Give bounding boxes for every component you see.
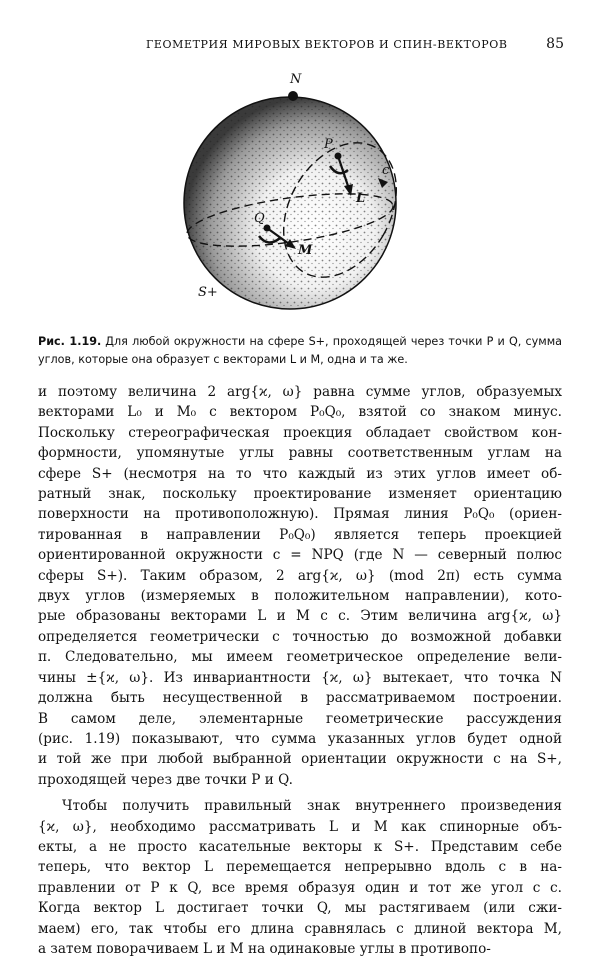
text-line: Поскольку стереографическая проекция обладает свойством кон-: [38, 424, 562, 441]
body-text: [38, 382, 562, 959]
label-c: c: [382, 163, 390, 178]
running-head: ГЕОМЕТРИЯ МИРОВЫХ ВЕКТОРОВ И СПИН-ВЕКТОРОВ: [146, 38, 508, 51]
sphere-figure: [160, 70, 440, 340]
text-line: сферы S+). Таким образом, 2 arg{ϰ, ω} (mod 2π) есть сумма: [38, 567, 562, 584]
caption-label: Рис. 1.19.: [38, 335, 102, 348]
label-L: L: [356, 191, 366, 206]
text-line: Чтобы получить правильный знак внутреннего произведения: [62, 798, 562, 815]
text-line: теперь, что вектор L перемещается непрерывно вдоль c в на-: [38, 859, 562, 876]
text-line: чины ±{ϰ, ω}. Из инвариантности {ϰ, ω} вытекает, что точка N: [38, 669, 562, 686]
label-M: M: [298, 243, 313, 258]
text-line: и той же при любой выбранной ориентации окружности c на S+,: [38, 751, 562, 768]
text-line: правлении от P к Q, все время образуя один и тот же угол с c.: [38, 879, 562, 896]
text-line: тированная в направлении P₀Q₀) является теперь проекцией: [38, 526, 562, 543]
text-line: маем) его, так чтобы его длина сравнялась с длиной вектора M,: [38, 920, 562, 937]
paragraph-2: [38, 796, 562, 959]
label-N: N: [290, 72, 302, 87]
text-line: проходящей через две точки P и Q.: [38, 771, 293, 788]
text-line: а затем поворачиваем L и M на одинаковые углы в противопо-: [38, 940, 491, 957]
page-number: 85: [546, 36, 564, 52]
text-line: сфере S+ (несмотря на то что каждый из этих углов имеет об-: [38, 465, 562, 482]
figure-caption: [38, 333, 562, 369]
caption-text: Для любой окружности на сфере S+, проходящей через точки P и Q, сумма углов, которые она образует с векторами L и M, одна и та же.: [38, 335, 562, 366]
label-Q: Q: [254, 211, 265, 226]
text-line: поверхности на противоположную). Прямая линия P₀Q₀ (ориен-: [38, 506, 562, 523]
text-line: формности, упомянутые углы равны соответственным углам на: [38, 445, 562, 462]
text-line: Когда вектор L достигает точки Q, мы растягиваем (или сжи-: [38, 900, 562, 917]
text-line: и поэтому величина 2 arg{ϰ, ω} равна сумме углов, образуемых: [38, 384, 562, 400]
label-S-plus: S+: [198, 285, 218, 300]
label-P: P: [324, 137, 333, 152]
text-line: должна быть несущественной в рассматриваемом построении.: [38, 690, 562, 707]
sphere-diagram: [160, 70, 440, 340]
text-line: определяется геометрически с точностью до возможной добавки: [38, 628, 562, 645]
text-line: (рис. 1.19) показывают, что сумма указанных углов будет одной: [38, 730, 562, 747]
north-pole-dot: [288, 91, 298, 101]
text-line: {ϰ, ω}, необходимо рассматривать L и M как спинорные объ-: [38, 818, 562, 835]
text-line: екты, а не просто касательные векторы к S+. Представим себе: [38, 838, 562, 855]
page-header: [36, 36, 564, 58]
text-line: двух углов (измеряемых в положительном направлении), кото-: [38, 588, 562, 605]
text-line: ориентированной окружности c = NPQ (где N — северный полюс: [38, 547, 562, 564]
text-line: векторами L₀ и M₀ с вектором P₀Q₀, взятой со знаком минус.: [38, 404, 562, 421]
text-line: рые образованы векторами L и M с c. Этим величина arg{ϰ, ω}: [38, 608, 562, 625]
paragraph-1: [38, 382, 562, 790]
text-line: ратный знак, поскольку проектирование изменяет ориентацию: [38, 486, 562, 503]
text-line: В самом деле, элементарные геометрические рассуждения: [38, 710, 562, 727]
text-line: π. Следовательно, мы имеем геометрическое определение вели-: [38, 649, 562, 666]
